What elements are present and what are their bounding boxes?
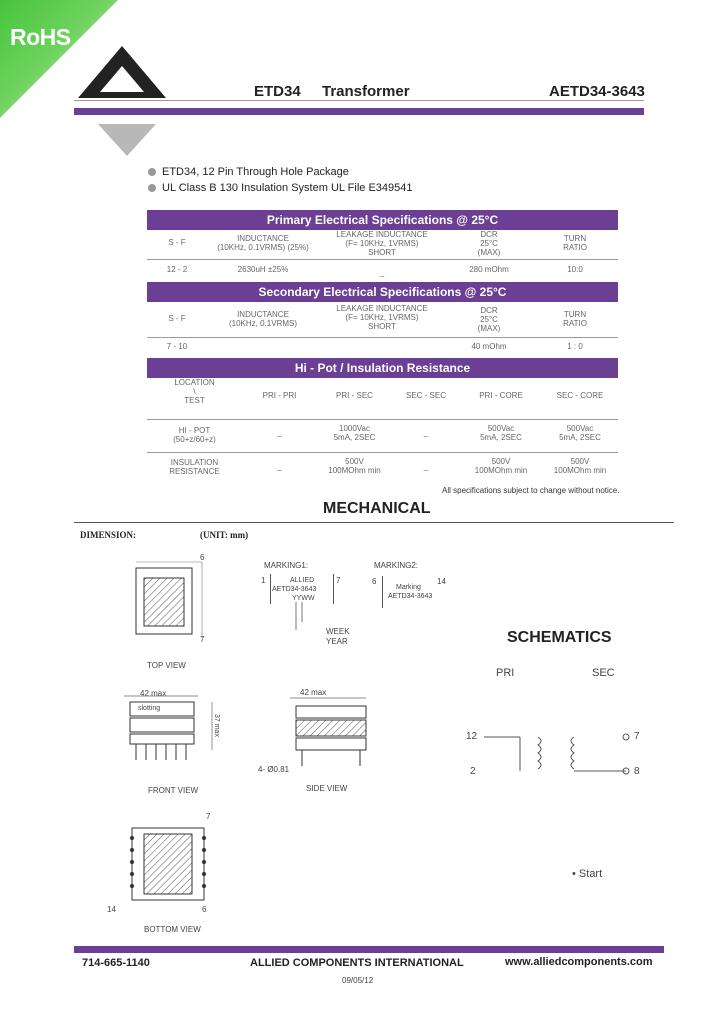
schematic-start: • Start [572, 868, 603, 880]
marking2-pin-14: 14 [437, 577, 446, 586]
secondary-col-dcr: DCR 25°C (MAX) [477, 306, 501, 333]
part-number: AETD34-3643 [549, 83, 645, 100]
primary-val-ratio: 10:0 [567, 265, 583, 274]
top-pin-6: 6 [200, 553, 205, 562]
schematic-diagram [470, 725, 650, 785]
feature-1-text: ETD34, 12 Pin Through Hole Package [162, 166, 349, 178]
primary-col-ratio: TURN RATIO [563, 234, 587, 252]
hipot-r1-c4: 500Vac 5mA, 2SEC [480, 424, 522, 442]
footer-company: ALLIED COMPONENTS INTERNATIONAL [250, 957, 464, 969]
footer-phone: 714-665-1140 [82, 957, 150, 969]
header-bar [74, 108, 644, 115]
rohs-label: RoHS [10, 24, 71, 50]
hipot-r2-c4: 500V 100MOhm min [474, 457, 528, 475]
marking1-line-3: YYWW [292, 595, 315, 602]
unit-label: (UNIT: mm) [200, 530, 249, 540]
front-view-drawing [110, 688, 230, 778]
bottom-pin-14: 14 [107, 905, 116, 914]
grid-line [147, 419, 618, 420]
secondary-val-sf: 7 - 10 [166, 342, 188, 351]
front-view-label: FRONT VIEW [148, 786, 199, 795]
marking2-line-1: Marking [396, 584, 421, 591]
secondary-specs-title: Secondary Electrical Specifications @ 25°C [147, 282, 618, 302]
primary-val-dcr: 280 mOhm [469, 265, 509, 274]
hipot-r2-c1: _ [277, 462, 282, 471]
top-view-label: TOP VIEW [147, 661, 186, 670]
schematic-pin-8: 8 [634, 766, 640, 777]
schematic-pin-2: 2 [470, 766, 476, 777]
week-label: WEEK [326, 627, 350, 636]
secondary-val-dcr: 40 mOhm [471, 342, 507, 351]
primary-val-inductance: 2630uH ±25% [237, 265, 289, 274]
bottom-pin-6: 6 [202, 905, 207, 914]
schematics-title: SCHEMATICS [507, 629, 612, 646]
secondary-val-ratio: 1 : 0 [567, 342, 583, 351]
spec-note: All specifications subject to change without notice. [442, 486, 620, 495]
hipot-r1-label: HI - POT (50+z/60+z) [173, 426, 216, 444]
marking1-line-1: ALLIED [290, 577, 315, 584]
marking1-pin-1: 1 [261, 576, 266, 585]
side-view-label: SIDE VIEW [306, 784, 348, 793]
hipot-r2-c5: 500V 100MOhm min [553, 457, 607, 475]
secondary-col-ratio: TURN RATIO [563, 310, 587, 328]
mechanical-title: MECHANICAL [323, 500, 431, 517]
schematic-pri-label: PRI [496, 667, 515, 679]
marking2-line-2: AETD34-3643 [388, 593, 433, 600]
marking1-label: MARKING1: [264, 561, 309, 570]
footer-bar [74, 946, 664, 953]
side-view-drawing [286, 696, 386, 776]
primary-col-inductance: INDUCTANCE (10KHz, 0.1VRMS) (25%) [217, 234, 309, 252]
marking2-line [382, 576, 383, 608]
secondary-col-inductance: INDUCTANCE (10KHz, 0.1VRMS) [228, 310, 298, 328]
year-label: YEAR [326, 637, 348, 646]
grid-line [147, 259, 618, 260]
primary-col-dcr: DCR 25°C (MAX) [477, 230, 501, 257]
hipot-col-sec-core: SEC - CORE [556, 391, 604, 400]
feature-1 [148, 166, 349, 178]
schematic-sec-label: SEC [592, 667, 615, 679]
marking1-line-2: AETD34-3643 [272, 586, 317, 593]
bullet-icon [148, 184, 156, 192]
hipot-r1-c1: _ [277, 428, 282, 437]
footer-web: www.alliedcomponents.com [505, 956, 653, 968]
schematic-start-text: Start [578, 868, 603, 880]
hipot-r1-c5: 500Vac 5mA, 2SEC [559, 424, 601, 442]
hipot-col-pri-core: PRI - CORE [479, 391, 523, 400]
part-type: Transformer [322, 83, 410, 100]
hipot-col-location: LOCATION \ TEST [174, 378, 215, 405]
side-dim-42: 42 max [300, 688, 327, 697]
dimension-label: DIMENSION: [80, 530, 137, 540]
primary-val-leakage: _ [379, 268, 385, 277]
header-rule [74, 100, 644, 101]
top-pin-7: 7 [200, 635, 205, 644]
feature-2-text: UL Class B 130 Insulation System UL File E349541 [162, 182, 413, 194]
marking2-pin-6: 6 [372, 577, 377, 586]
schematic-pin-7: 7 [634, 731, 640, 742]
mechanical-rule [74, 522, 674, 523]
grid-line [147, 337, 618, 338]
marking1-leader [290, 600, 330, 635]
hipot-r2-c2: 500V 100MOhm min [328, 457, 381, 475]
primary-val-sf: 12 - 2 [166, 265, 188, 274]
side-pin-dim: 4- Ø0.81 [258, 765, 290, 774]
schematic-pin-12: 12 [466, 731, 478, 742]
hipot-title: Hi - Pot / Insulation Resistance [147, 358, 618, 378]
marking1-pin-7: 7 [336, 576, 341, 585]
primary-col-leakage: LEAKAGE INDUCTANCE (F= 10KHz, 1VRMS) SHORT [336, 230, 428, 257]
footer-date: 09/05/12 [342, 976, 374, 985]
grid-line [147, 452, 618, 453]
part-family: ETD34 [254, 83, 301, 100]
front-dim-42: 42 max [140, 689, 167, 698]
bottom-view-label: BOTTOM VIEW [144, 925, 201, 934]
hipot-col-sec-sec: SEC - SEC [405, 391, 446, 400]
secondary-col-sf: S - F [168, 314, 186, 323]
primary-specs-title: Primary Electrical Specifications @ 25°C [147, 210, 618, 230]
hipot-r1-c2: 1000Vac 5mA, 2SEC [333, 424, 376, 442]
front-dim-37: 37 max [213, 714, 220, 737]
secondary-col-leakage: LEAKAGE INDUCTANCE (F= 10KHz, 1VRMS) SHORT [336, 304, 428, 331]
bullet-icon [148, 168, 156, 176]
primary-col-sf: S - F [168, 238, 186, 247]
hipot-r2-c3: _ [423, 462, 429, 471]
hipot-r2-label: INSULATION RESISTANCE [169, 458, 220, 476]
bottom-view-drawing [110, 810, 230, 920]
feature-2 [148, 182, 412, 194]
marking2-label: MARKING2: [374, 561, 419, 570]
bottom-pin-7: 7 [206, 812, 211, 821]
hipot-r1-c3: _ [423, 428, 429, 437]
hipot-col-pri-pri: PRI - PRI [262, 391, 297, 400]
front-slotting: slotting [138, 705, 161, 712]
hipot-col-pri-sec: PRI - SEC [336, 391, 373, 400]
